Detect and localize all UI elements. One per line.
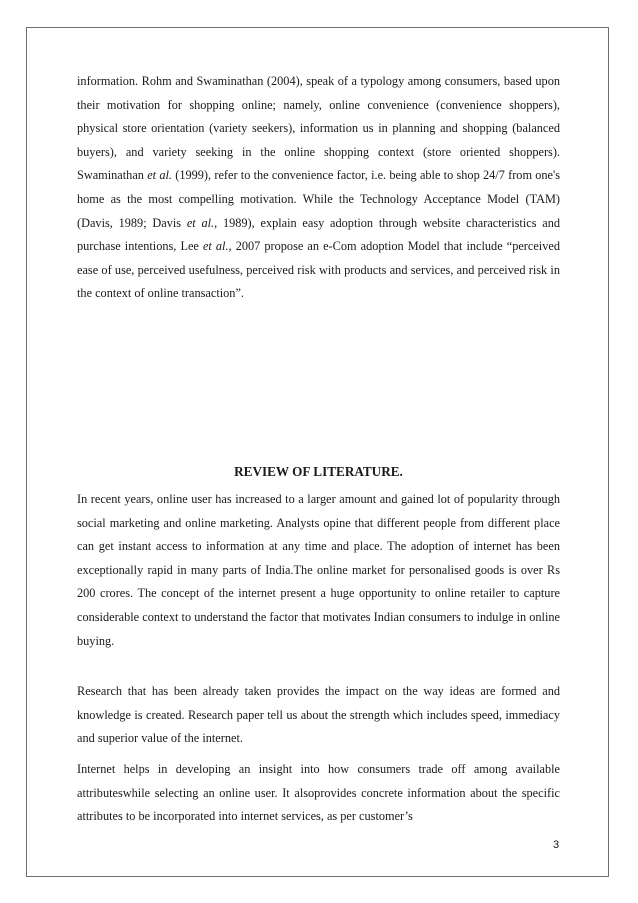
review-paragraph-3: Internet helps in developing an insight into how consumers trade off among available attributeswhile selecting an online user. It alsoprovides concrete information about the specific attributes to be incorporated into internet services, as per customer’s	[77, 762, 560, 824]
intro-paragraph	[77, 70, 560, 306]
page-number: 3	[553, 839, 560, 851]
intro-italic-3: et al.,	[202, 239, 232, 254]
intro-italic-1: et al.	[147, 168, 172, 183]
review-paragraph-1: In recent years, online user has increased to a larger amount and gained lot of popularity through social marketing and online marketing. Analysts opine that different people from different place can get instant access to information at any time and place. The adoption of internet has been exceptionally rapid in many parts of India.The online market for personalised goods is over Rs 200 crores. The concept of the internet present a huge opportunity to online retailer to capture considerable context to understand the factor that motivates Indian consumers to indulge in online buying.	[77, 492, 560, 648]
intro-text-1: information. Rohm and Swaminathan (2004), speak of a typology among consumers, based upon their motivation for shopping online; namely, online convenience (convenience shoppers), physical store orientation (variety seekers), information us in planning and shopping (balanced buyers), and variety seeking in the online shopping context (store oriented shoppers). Swaminathan	[77, 74, 560, 183]
section-heading: REVIEW OF LITERATURE.	[234, 464, 403, 479]
intro-text-2: (1999), refer to the convenience factor, i.e. being able to shop 24/7 from one's home as the most compelling motivation. While the Technology Acceptance Model (TAM) (Davis, 1989; Davis	[77, 168, 561, 230]
intro-text-3: , 1989), explain easy adoption through website characteristics and purchase intentions, Lee	[77, 215, 561, 254]
intro-italic-2: et al.	[186, 215, 215, 230]
review-paragraph-2: Research that has been already taken provides the impact on the way ideas are formed and knowledge is created. Research paper tell us about the strength which includes speed, immediacy and superior value of the internet.	[77, 684, 560, 746]
intro-text-4: 2007 propose an e-Com adoption Model that include “perceived ease of use, perceived usefulness, perceived risk with products and services, and perceived risk in the context of online transaction”.	[77, 239, 560, 301]
